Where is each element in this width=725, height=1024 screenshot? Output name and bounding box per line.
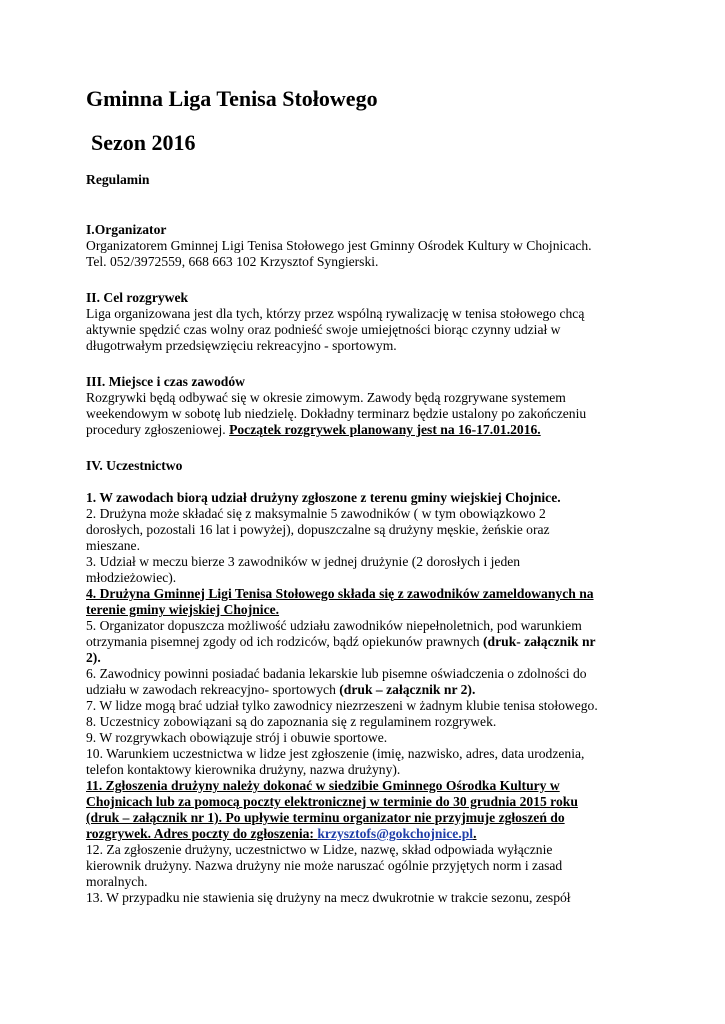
- section-3-text: procedury zgłoszeniowej.: [86, 422, 226, 437]
- document-title: Gminna Liga Tenisa Stołowego: [86, 86, 378, 111]
- contact-email-link[interactable]: krzysztofs@gokchojnice.pl: [317, 826, 474, 841]
- rule-3: 3. Udział w meczu bierze 3 zawodników w jednej drużynie (2 dorosłych i jeden: [86, 554, 521, 569]
- rule-12: 12. Za zgłoszenie drużyny, uczestnictwo w Lidze, nazwę, skład odpowiada wyłącznie: [86, 842, 553, 857]
- rule-4: 4. Drużyna Gminnej Ligi Tenisa Stołowego składa się z zawodników zameldowanych na: [86, 586, 594, 601]
- rule-10: 10. Warunkiem uczestnictwa w lidze jest zgłoszenie (imię, nazwisko, adres, data urodzenia,: [86, 746, 585, 761]
- rule-11-cont: (druk – załącznik nr 1). Po upływie terminu organizator nie przyjmuje zgłoszeń do: [86, 810, 565, 825]
- section-2-line: Liga organizowana jest dla tych, którzy przez wspólną rywalizację w tenisa stołowego chcą: [86, 306, 585, 321]
- rule-6-cont: [86, 682, 475, 698]
- rule-6-attachment: (druk – załącznik nr 2).: [339, 682, 476, 697]
- rule-12-cont: kierownik drużyny. Nazwa drużyny nie może naruszać ogólnie przyjętych norm i zasad: [86, 858, 563, 873]
- section-2-heading: II. Cel rozgrywek: [86, 290, 189, 305]
- rule-8: 8. Uczestnicy zobowiązani są do zapoznania się z regulaminem rozgrywek.: [86, 714, 497, 729]
- rule-10-cont: telefon kontaktowy kierownika drużyny, nazwa drużyny).: [86, 762, 401, 777]
- rule-4-cont: terenie gminy wiejskiej Chojnice.: [86, 602, 280, 617]
- rule-11-cont: Chojnicach lub za pomocą poczty elektronicznej w terminie do 30 grudnia 2015 roku: [86, 794, 578, 809]
- section-3-line: [86, 422, 541, 438]
- section-3-heading: III. Miejsce i czas zawodów: [86, 374, 245, 389]
- rule-5: 5. Organizator dopuszcza możliwość udziału zawodników niepełnoletnich, pod warunkiem: [86, 618, 582, 633]
- rule-13: 13. W przypadku nie stawienia się drużyny na mecz dwukrotnie w trakcie sezonu, zespół: [86, 890, 571, 905]
- rule-3-cont: młodzieżowiec).: [86, 570, 177, 585]
- section-2-line: aktywnie spędzić czas wolny oraz podnieść swoje umiejętności biorąc czynny udział w: [86, 322, 561, 337]
- section-3-line: weekendowym w sobotę lub niedzielę. Dokładny terminarz będzie ustalony po zakończeniu: [86, 406, 587, 421]
- rule-5-text: otrzymania pisemnej zgody od ich rodziców, bądź opiekunów prawnych: [86, 634, 480, 649]
- season-title: Sezon 2016: [91, 130, 196, 155]
- rule-11-period: .: [473, 826, 477, 841]
- rule-2-cont: dorosłych, pozostali 16 lat i powyżej), dopuszczalne są drużyny męskie, żeńskie oraz: [86, 522, 550, 537]
- rule-2-cont: mieszane.: [86, 538, 140, 553]
- rule-9: 9. W rozgrywkach obowiązuje strój i obuwie sportowe.: [86, 730, 388, 745]
- rule-11-email-label: rozgrywek. Adres poczty do zgłoszenia:: [86, 826, 314, 841]
- rule-5-cont: [86, 634, 596, 650]
- rule-1: 1. W zawodach biorą udział drużyny zgłoszone z terenu gminy wiejskiej Chojnice.: [86, 490, 561, 505]
- rule-11: 11. Zgłoszenia drużyny należy dokonać w siedzibie Gminnego Ośrodka Kultury w: [86, 778, 560, 793]
- section-1-heading: I.Organizator: [86, 222, 167, 237]
- rule-6-text: udziału w zawodach rekreacyjno- sportowych: [86, 682, 336, 697]
- rule-2: 2. Drużyna może składać się z maksymalnie 5 zawodników ( w tym obowiązkowo 2: [86, 506, 546, 521]
- rule-5-attachment-cont: 2).: [86, 650, 101, 665]
- section-1-line: Tel. 052/3972559, 668 663 102 Krzysztof Syngierski.: [86, 254, 379, 269]
- section-4-heading: IV. Uczestnictwo: [86, 458, 183, 473]
- rule-11-cont: [86, 826, 476, 842]
- rule-7: 7. W lidze mogą brać udział tylko zawodnicy niezrzeszeni w żadnym klubie tenisa stołowego.: [86, 698, 598, 713]
- section-3-line: Rozgrywki będą odbywać się w okresie zimowym. Zawody będą rozgrywane systemem: [86, 390, 566, 405]
- rule-5-attachment: (druk- załącznik nr: [483, 634, 596, 649]
- rule-12-cont: moralnych.: [86, 874, 148, 889]
- regulamin-label: Regulamin: [86, 172, 150, 187]
- rule-6: 6. Zawodnicy powinni posiadać badania lekarskie lub pisemne oświadczenia o zdolności do: [86, 666, 587, 681]
- section-1-line: Organizatorem Gminnej Ligi Tenisa Stołowego jest Gminny Ośrodek Kultury w Chojnicach.: [86, 238, 592, 253]
- section-2-line: długotrwałym przedsięwzięciu rekreacyjno - sportowym.: [86, 338, 397, 353]
- season-start-date: Początek rozgrywek planowany jest na 16-17.01.2016.: [229, 422, 541, 437]
